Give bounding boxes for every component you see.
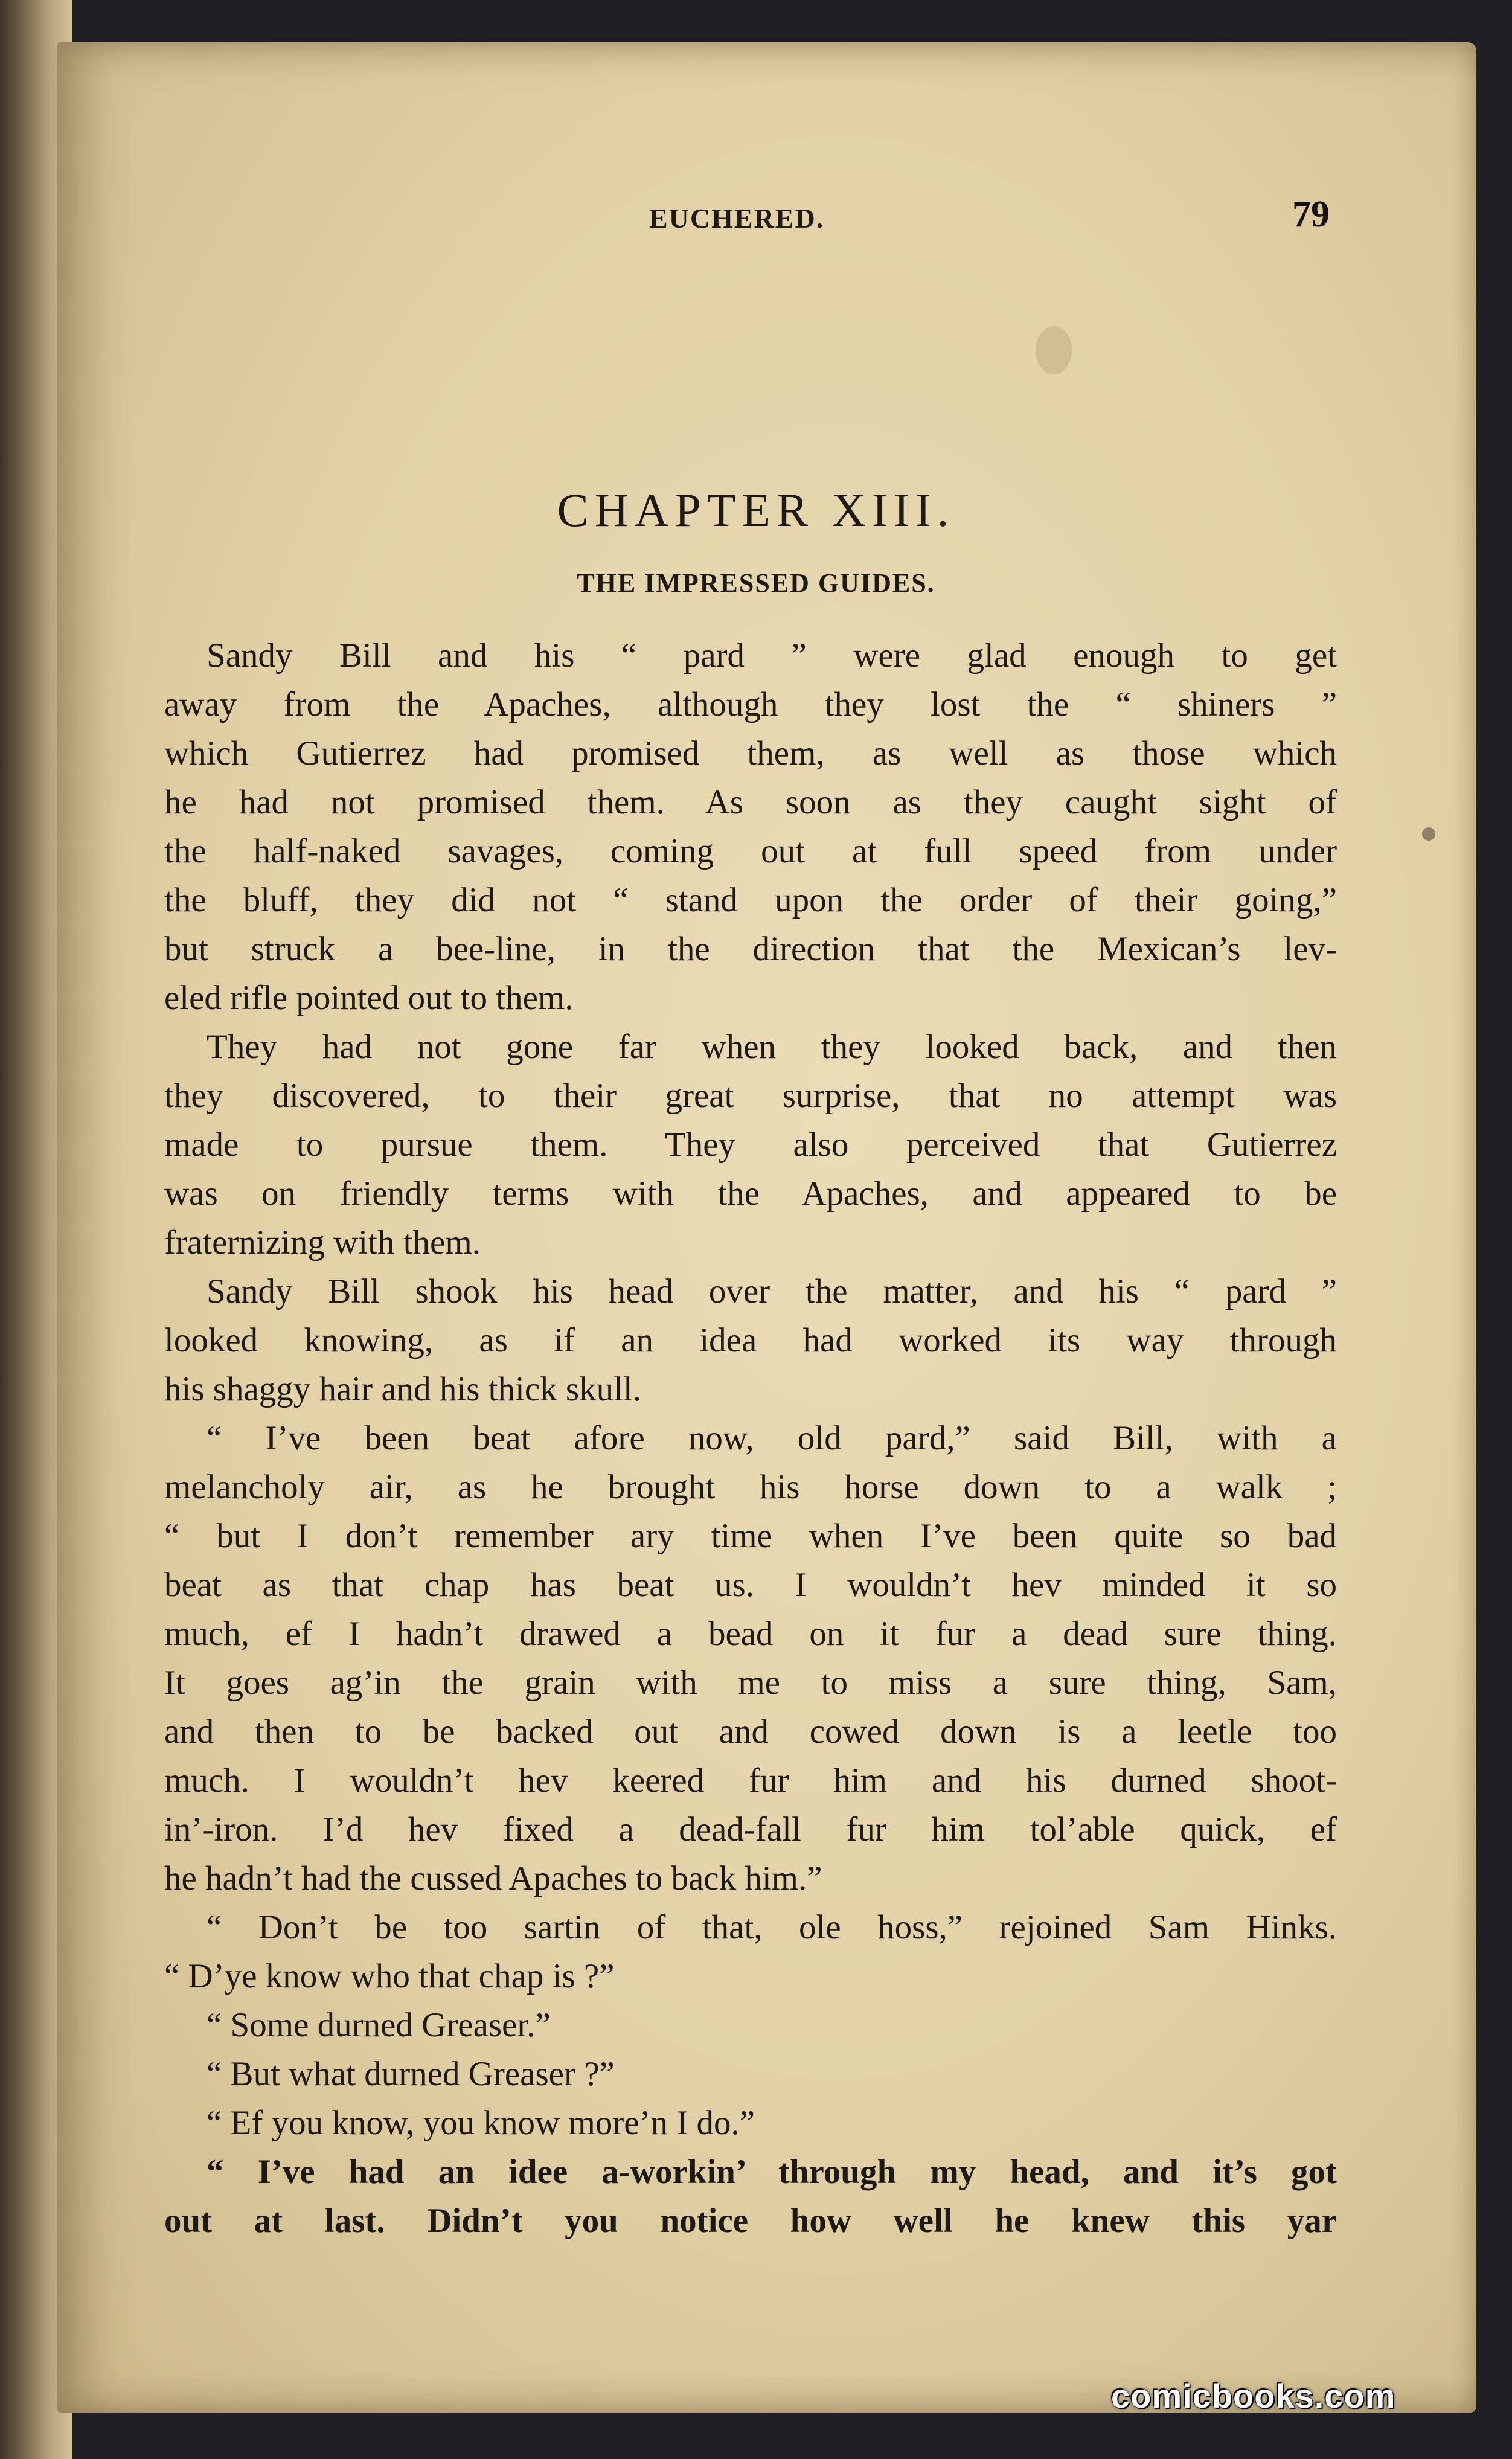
text-line: away from the Apaches, although they lost the “ shiners ” [164, 685, 1337, 723]
text-line: out at last. Didn’t you notice how well he knew this yar [164, 2202, 1337, 2240]
watermark-logo: comicbooks.com [1111, 2377, 1396, 2415]
text-line: “ Some durned Greaser.” [207, 2006, 551, 2044]
chapter-subtitle: THE IMPRESSED GUIDES. [577, 568, 935, 598]
text-line: which Gutierrez had promised them, as well as those which [164, 734, 1337, 772]
paper-stain [1422, 827, 1435, 841]
text-line: his shaggy hair and his thick skull. [164, 1370, 642, 1408]
page-number: 79 [1292, 194, 1330, 235]
text-line: but struck a bee-line, in the direction that the Mexican’s lev- [164, 930, 1337, 968]
text-line: Sandy Bill and his “ pard ” were glad enough to get [207, 636, 1337, 675]
paper-stain [1036, 326, 1072, 374]
chapter-title: CHAPTER XIII. [557, 484, 955, 536]
text-line: the half-naked savages, coming out at full speed from under [164, 832, 1337, 870]
text-line: “ But what durned Greaser ?” [207, 2055, 615, 2093]
text-line: “ Don’t be too sartin of that, ole hoss,” rejoined Sam Hinks. [207, 1908, 1337, 1946]
text-line: he hadn’t had the cussed Apaches to back him.” [164, 1859, 822, 1897]
text-line: beat as that chap has beat us. I wouldn’t hev minded it so [164, 1566, 1337, 1604]
text-line: much, ef I hadn’t drawed a bead on it fur a dead sure thing. [164, 1615, 1337, 1653]
text-line: in’-iron. I’d hev fixed a dead-fall fur him tol’able quick, ef [164, 1810, 1337, 1848]
body-text [164, 631, 1337, 2245]
text-line: “ D’ye know who that chap is ?” [164, 1957, 615, 1995]
text-line: fraternizing with them. [164, 1223, 481, 1262]
text-line: made to pursue them. They also perceived that Gutierrez [164, 1126, 1337, 1164]
text-line: and then to be backed out and cowed down is a leetle too [164, 1713, 1337, 1751]
text-line: was on friendly terms with the Apaches, and appeared to be [164, 1175, 1337, 1213]
text-line: the bluff, they did not “ stand upon the order of their going,” [164, 881, 1337, 919]
text-line: “ Ef you know, you know more’n I do.” [207, 2104, 755, 2142]
text-line: much. I wouldn’t hev keered fur him and his durned shoot- [164, 1762, 1337, 1800]
text-line: “ I’ve been beat afore now, old pard,” said Bill, with a [207, 1419, 1337, 1457]
text-line: “ I’ve had an idee a-workin’ through my head, and it’s got [207, 2153, 1337, 2191]
text-line: they discovered, to their great surprise, that no attempt was [164, 1077, 1337, 1115]
text-line: It goes ag’in the grain with me to miss a sure thing, Sam, [164, 1664, 1337, 1702]
text-line: melancholy air, as he brought his horse down to a walk ; [164, 1468, 1337, 1506]
running-head [0, 139, 1512, 235]
text-line: Sandy Bill shook his head over the matter, and his “ pard ” [207, 1272, 1337, 1310]
running-title: EUCHERED. [649, 203, 825, 234]
text-line: They had not gone far when they looked back, and then [207, 1028, 1337, 1066]
text-line: looked knowing, as if an idea had worked its way through [164, 1321, 1337, 1359]
text-line: he had not promised them. As soon as they caught sight of [164, 783, 1337, 821]
text-line: eled rifle pointed out to them. [164, 979, 574, 1017]
text-line: “ but I don’t remember ary time when I’ve been quite so bad [164, 1517, 1337, 1555]
